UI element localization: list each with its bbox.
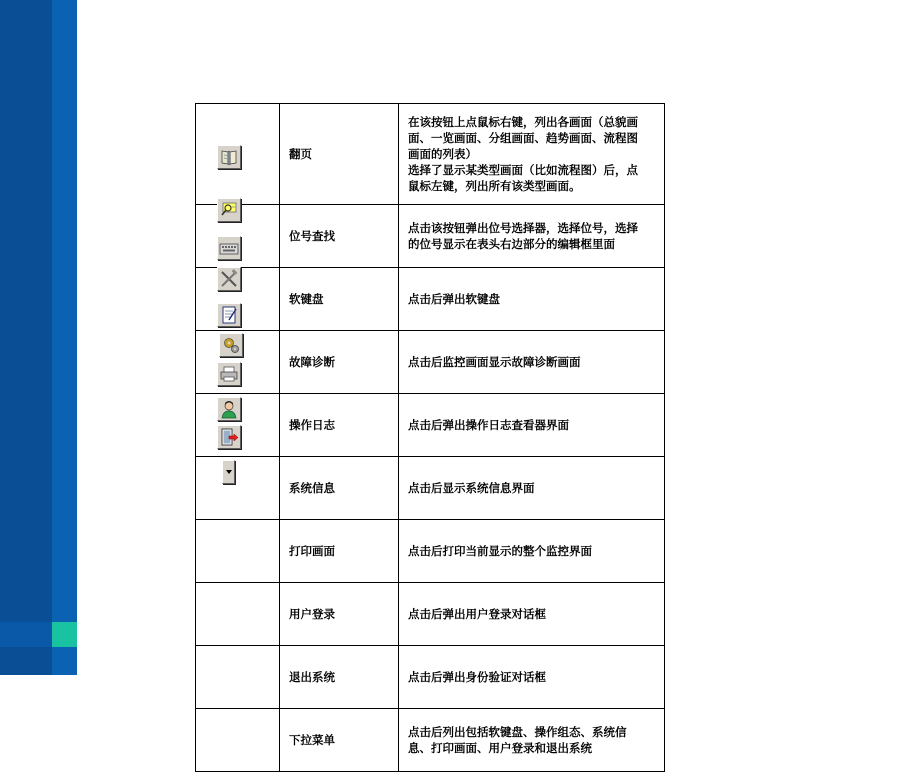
table-row <box>196 268 665 331</box>
function-desc: 点击后打印当前显示的整个监控界面 <box>399 520 665 583</box>
function-desc: 在该按钮上点鼠标右键，列出各画面（总貌画 面、一览画面、分组画面、趋势画面、流程图 画面的列表） 选择了显示某类型画面（比如流程图）后，点 鼠标左键，列出所有该类型画面。 <box>399 104 665 205</box>
icon-cell <box>196 646 280 709</box>
exit-door-icon[interactable] <box>217 425 241 449</box>
icon-cell <box>196 457 280 520</box>
icon-cell <box>196 709 280 772</box>
notepad-icon[interactable] <box>217 303 241 327</box>
function-name: 系统信息 <box>280 457 399 520</box>
teal-accent-square <box>52 622 77 647</box>
printer-icon[interactable] <box>217 362 241 386</box>
function-name: 操作日志 <box>280 394 399 457</box>
function-desc: 点击该按钮弹出位号选择器，选择位号，选择 的位号显示在表头右边部分的编辑框里面 <box>399 205 665 268</box>
gears-icon[interactable] <box>219 333 243 357</box>
function-name: 退出系统 <box>280 646 399 709</box>
function-name: 下拉菜单 <box>280 709 399 772</box>
function-name: 打印画面 <box>280 520 399 583</box>
function-name: 位号查找 <box>280 205 399 268</box>
keyboard-icon[interactable] <box>217 236 241 260</box>
function-desc: 点击后弹出软键盘 <box>399 268 665 331</box>
table-row <box>196 104 665 205</box>
function-name: 软键盘 <box>280 268 399 331</box>
function-desc: 点击后监控画面显示故障诊断画面 <box>399 331 665 394</box>
table-row <box>196 457 665 520</box>
user-icon[interactable] <box>217 397 241 421</box>
left-decor-bar-light <box>52 0 77 675</box>
magnifier-tag-icon[interactable] <box>217 198 241 222</box>
function-desc: 点击后列出包括软键盘、操作组态、系统信 息、打印画面、用户登录和退出系统 <box>399 709 665 772</box>
function-desc: 点击后弹出操作日志查看器界面 <box>399 394 665 457</box>
table-row <box>196 520 665 583</box>
dropdown-arrow-icon[interactable] <box>222 460 235 484</box>
function-desc: 点击后弹出用户登录对话框 <box>399 583 665 646</box>
table-row <box>196 331 665 394</box>
table-row <box>196 646 665 709</box>
table-row <box>196 394 665 457</box>
function-desc: 点击后弹出身份验证对话框 <box>399 646 665 709</box>
toolbar-function-table <box>195 103 665 772</box>
table-row <box>196 205 665 268</box>
left-decor-bar-dark <box>0 0 52 675</box>
tools-icon[interactable] <box>217 267 241 291</box>
icon-cell <box>196 583 280 646</box>
function-name: 故障诊断 <box>280 331 399 394</box>
function-name: 用户登录 <box>280 583 399 646</box>
table-row <box>196 583 665 646</box>
function-desc: 点击后显示系统信息界面 <box>399 457 665 520</box>
function-name: 翻页 <box>280 104 399 205</box>
icon-cell <box>196 520 280 583</box>
left-decor-band <box>0 622 52 647</box>
table-row <box>196 709 665 772</box>
book-pages-icon[interactable] <box>217 145 241 169</box>
